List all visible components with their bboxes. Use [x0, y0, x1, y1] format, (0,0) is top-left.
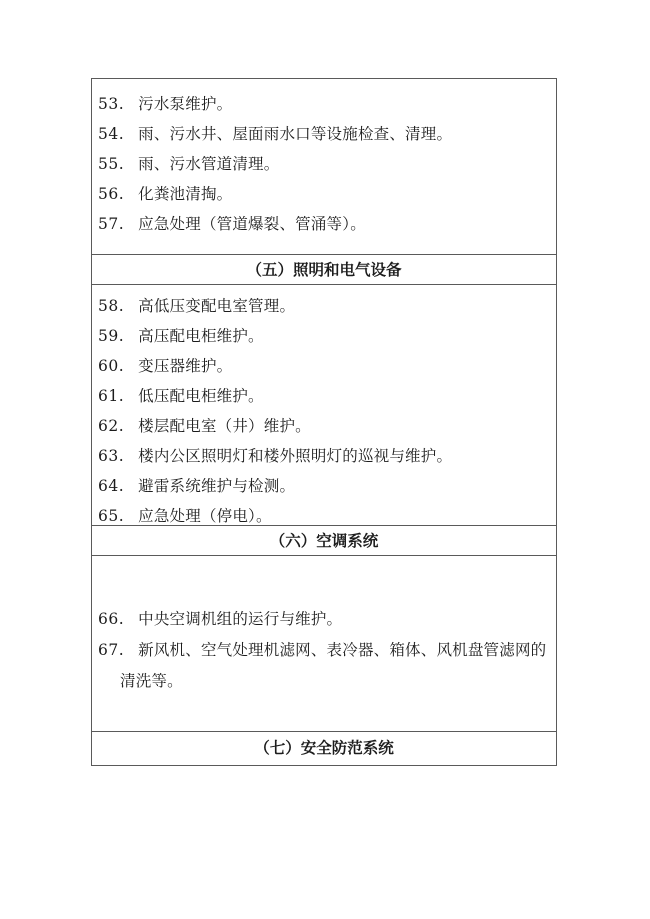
maintenance-task-table — [91, 78, 557, 766]
list-item — [92, 351, 548, 381]
item-text: 楼层配电室（井）维护。 — [138, 417, 311, 435]
item-number: 58. — [98, 297, 125, 315]
list-item — [92, 149, 548, 179]
item-number: 63. — [98, 447, 125, 465]
item-text: 新风机、空气处理机滤网、表冷器、箱体、风机盘管滤网的清洗等。 — [120, 641, 547, 690]
section-header-hvac: （六）空调系统 — [92, 526, 556, 556]
list-item — [92, 209, 548, 239]
item-number: 65. — [98, 507, 125, 525]
list-item — [92, 321, 548, 351]
table-row — [92, 79, 556, 255]
section-header-security: （七）安全防范系统 — [254, 738, 394, 757]
list-item — [92, 501, 548, 526]
list-item — [92, 179, 548, 209]
item-number: 55. — [98, 155, 125, 173]
item-text: 低压配电柜维护。 — [138, 387, 264, 405]
list-item — [92, 604, 548, 635]
item-number: 64. — [98, 477, 125, 495]
item-text: 高压配电柜维护。 — [138, 327, 264, 345]
list-item — [92, 471, 548, 501]
item-text: 化粪池清掏。 — [138, 185, 233, 203]
table-row — [92, 556, 556, 732]
item-text: 应急处理（停电）。 — [138, 507, 272, 525]
item-text: 高低压变配电室管理。 — [138, 297, 296, 315]
item-number: 61. — [98, 387, 125, 405]
table-row — [92, 285, 556, 526]
item-number: 53. — [98, 95, 125, 113]
item-number: 67. — [98, 641, 125, 659]
item-text: 污水泵维护。 — [138, 95, 233, 113]
item-text: 中央空调机组的运行与维护。 — [138, 610, 343, 628]
item-number: 62. — [98, 417, 125, 435]
item-text: 雨、污水井、屋面雨水口等设施检查、清理。 — [138, 125, 453, 143]
item-text: 避雷系统维护与检测。 — [138, 477, 296, 495]
list-item — [92, 441, 548, 471]
item-text: 楼内公区照明灯和楼外照明灯的巡视与维护。 — [138, 447, 453, 465]
section-header-lighting-electrical: （五）照明和电气设备 — [92, 255, 556, 285]
list-item — [92, 291, 548, 321]
item-number: 54. — [98, 125, 125, 143]
item-text: 雨、污水管道清理。 — [138, 155, 280, 173]
item-number: 56. — [98, 185, 125, 203]
list-item — [92, 381, 548, 411]
list-item — [92, 411, 548, 441]
list-item — [92, 89, 548, 119]
item-number: 59. — [98, 327, 125, 345]
item-number: 57. — [98, 215, 125, 233]
item-number: 60. — [98, 357, 125, 375]
item-text: 应急处理（管道爆裂、管涌等）。 — [138, 215, 366, 233]
item-number: 66. — [98, 610, 125, 628]
list-item — [92, 635, 548, 697]
list-item — [92, 119, 548, 149]
item-text: 变压器维护。 — [138, 357, 233, 375]
